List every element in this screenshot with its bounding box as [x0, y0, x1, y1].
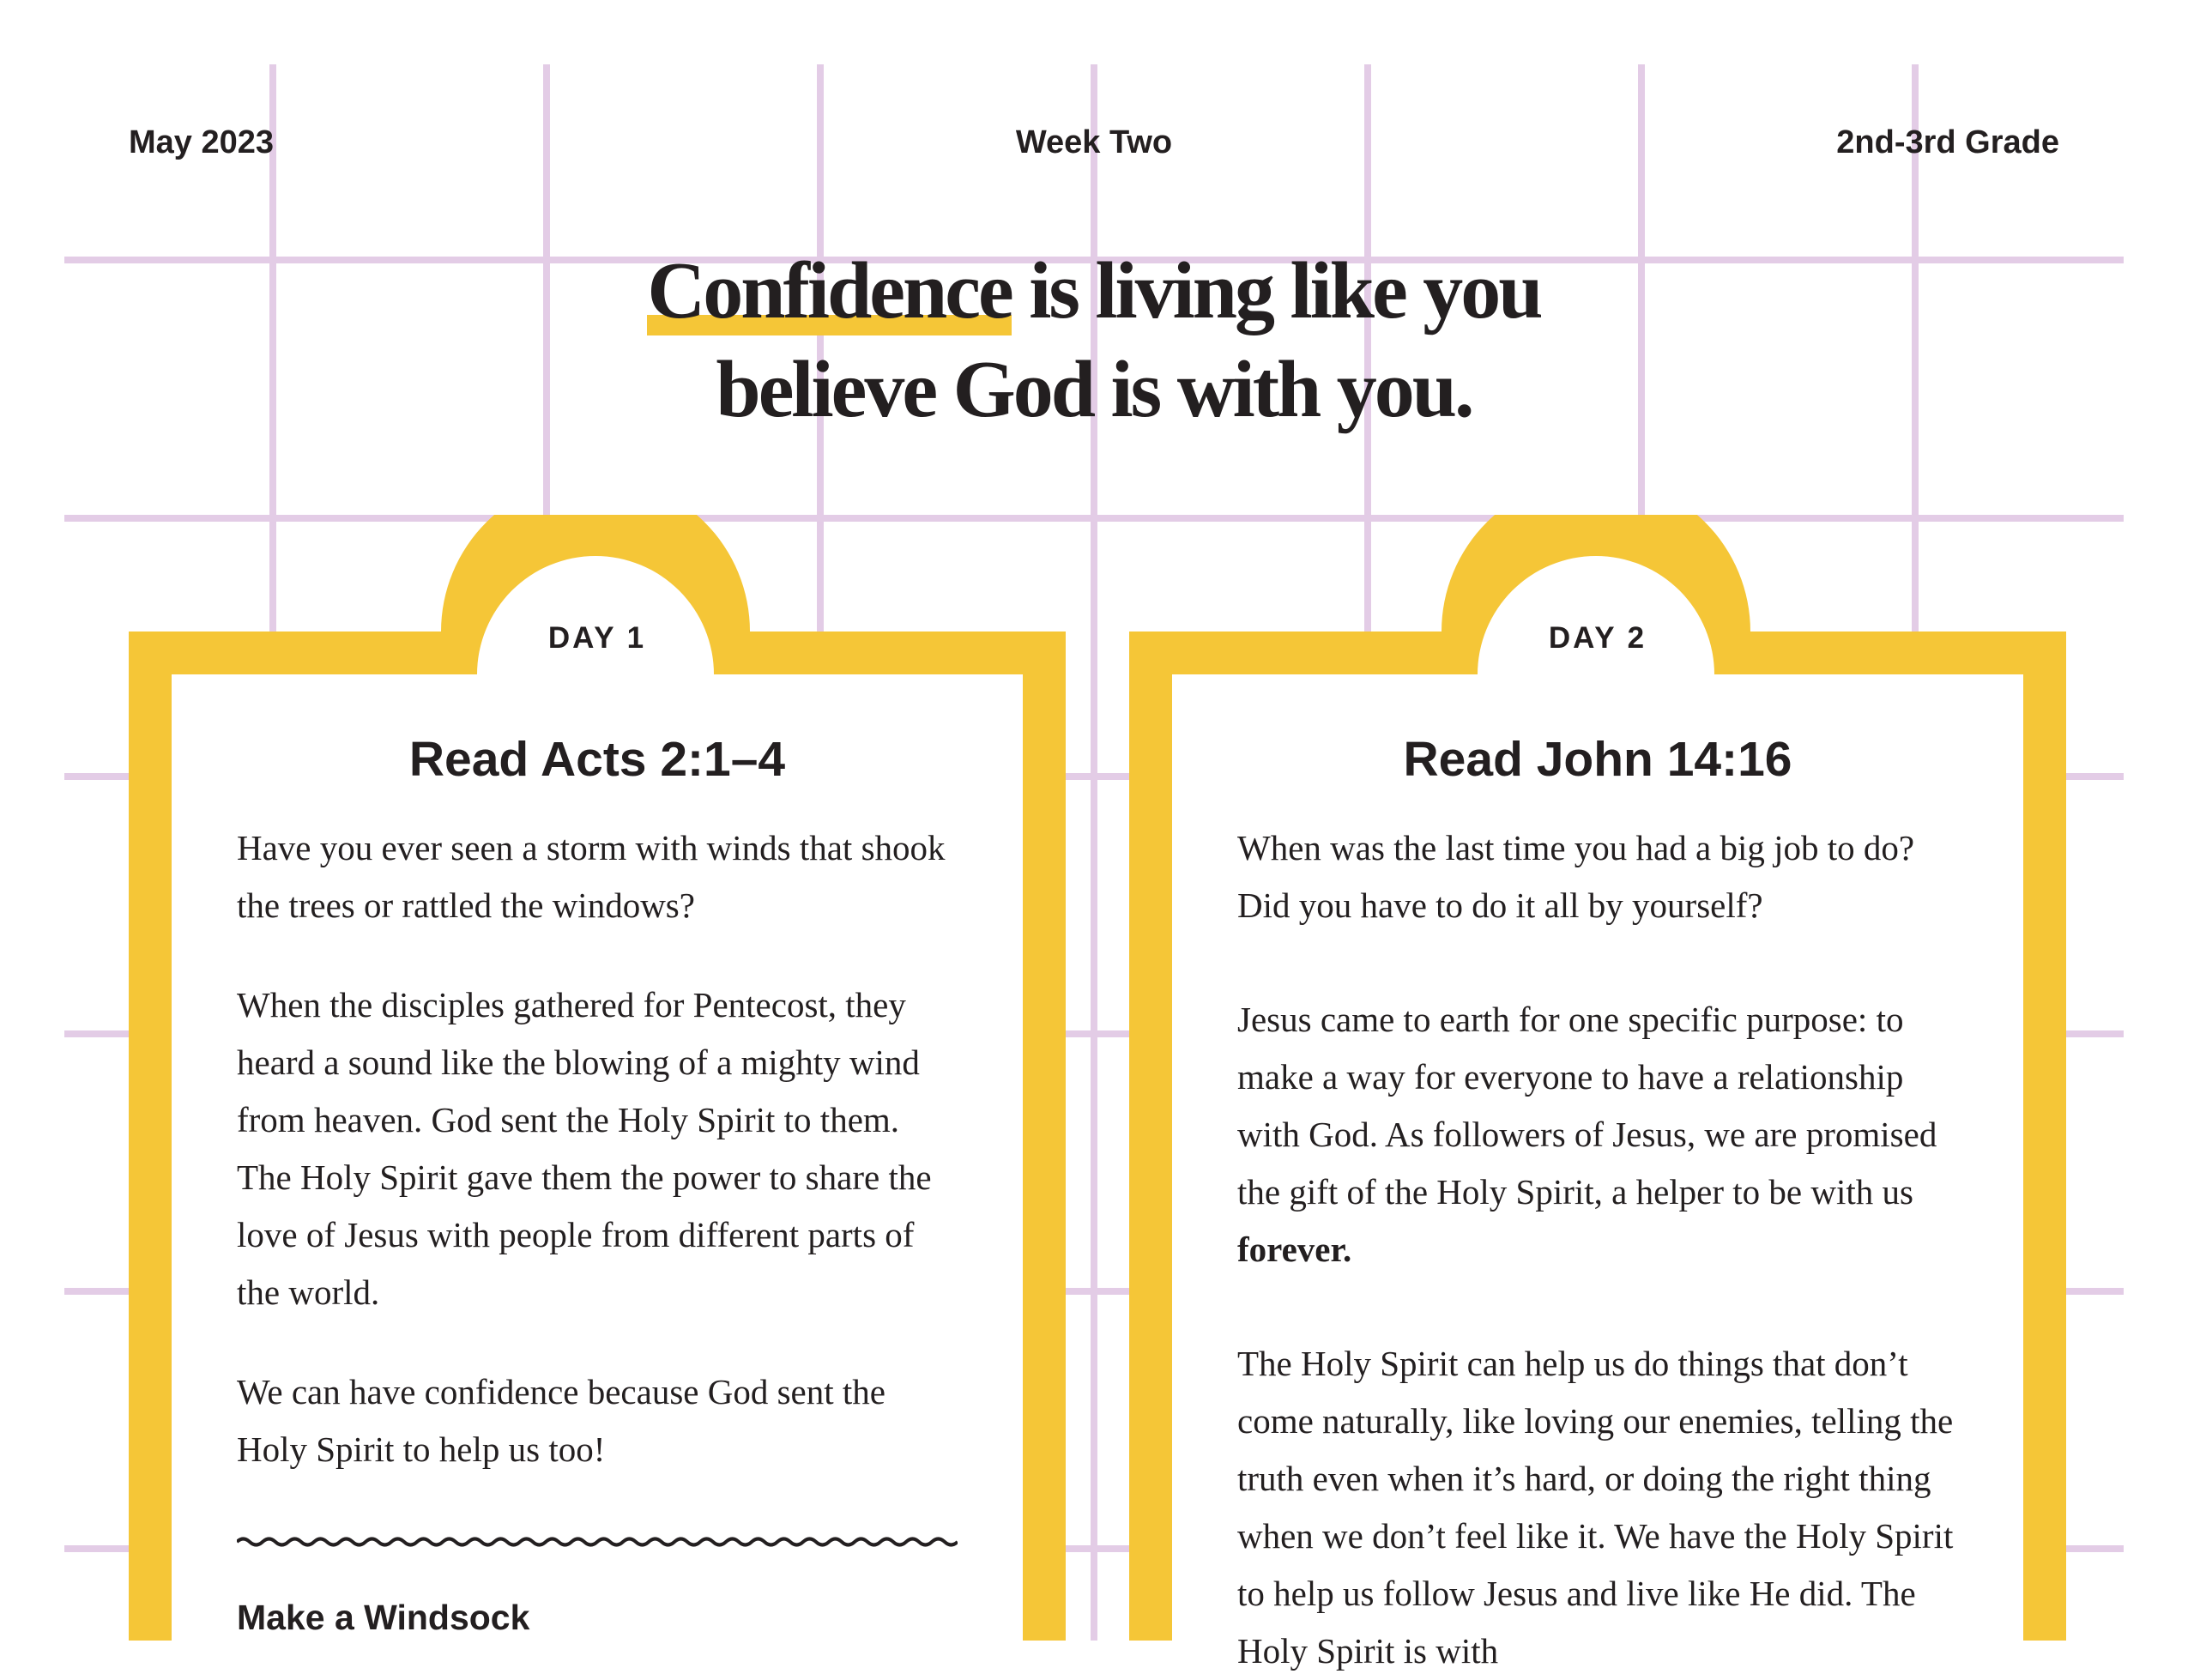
date-label: May 2023: [129, 124, 275, 160]
card-title: Read Acts 2:1–4: [408, 732, 786, 787]
paragraph: When was the last time you had a big job to do? Did you have to do it all by yourself?: [1237, 828, 1915, 925]
paragraph: We can have confidence because God sent the Holy Spirit to help us too!: [237, 1372, 885, 1469]
paragraph: Have you ever seen a storm with winds that shook the trees or rattled the windows?: [237, 828, 946, 925]
week-label: Week Two: [1015, 124, 1173, 160]
paragraph: When the disciples gathered for Pentecost, they heard a sound like the blowing of a mighty wind from heaven. God sent the Holy Spirit to them. The Holy Spirit gave them the power to share the love of Jesus with people from different parts of the world.: [237, 985, 932, 1312]
headline-line2: believe God is with you.: [716, 345, 1472, 434]
emphasis-word: forever.: [1237, 1230, 1352, 1269]
page-headline: [0, 242, 2188, 439]
day-label: DAY 1: [547, 621, 647, 655]
wavy-divider-icon: [237, 1532, 958, 1552]
card-body: [1237, 819, 1958, 1680]
day1-card: [129, 515, 1066, 1641]
grade-label: 2nd-3rd Grade: [1836, 124, 2059, 160]
headline-line1-rest: is living like you: [1011, 246, 1541, 335]
paragraph: The Holy Spirit can help us do things that don’t come naturally, like loving our enemies, telling the truth even when it’s hard, or doing the right thing when we don’t feel like it. We have the Holy Spirit to help us follow Jesus and live like He did. The Holy Spirit is with: [1237, 1344, 1954, 1671]
card-title: Read John 14:16: [1403, 732, 1792, 787]
paragraph-with-emphasis: [1237, 991, 1958, 1278]
day2-card: [1129, 515, 2066, 1671]
headline-highlight-word: Confidence: [647, 246, 1012, 335]
activity-heading: Make a Windsock: [237, 1598, 530, 1637]
paragraph-text: Jesus came to earth for one specific purpose: to make a way for everyone to have a relationship with God. As followers of Jesus, we are promised the gift of the Holy Spirit, a helper to be with us: [1237, 1000, 1937, 1212]
day-label: DAY 2: [1548, 621, 1647, 655]
card-body: [237, 819, 958, 1478]
